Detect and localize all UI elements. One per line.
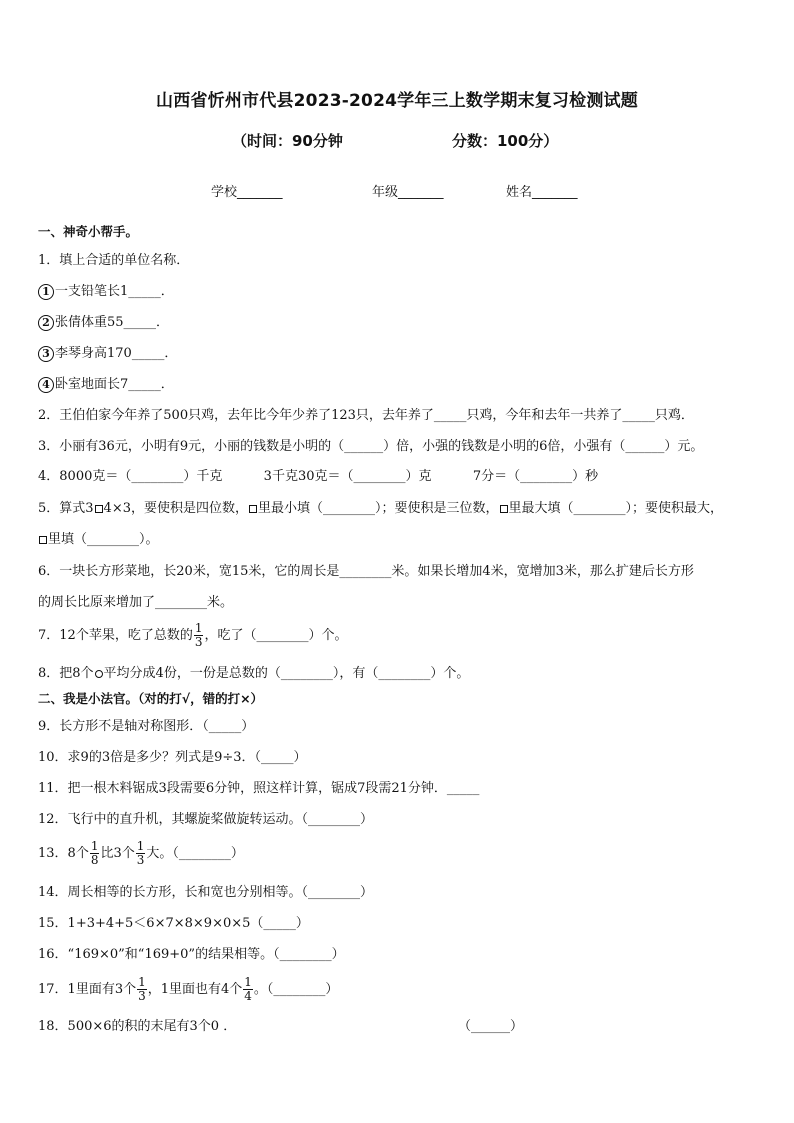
q5-text-d: 里最大填（________）；要使积最大， — [508, 501, 724, 516]
box-placeholder-icon — [500, 505, 508, 513]
fraction-one-quarter: $\frac{1}{4}$ — [244, 975, 252, 1003]
q13-text-b: 比3个 — [100, 846, 135, 861]
q8-text-b: 平均分成4份，一份是总数的（________），有（________）个。 — [103, 666, 470, 681]
item-text: 李琴身高170_____． — [55, 346, 178, 361]
question-1-item-2 — [38, 314, 169, 332]
fraction-one-third: $\frac{1}{3}$ — [194, 621, 203, 649]
question-9: 9．长方形不是轴对称图形．（_____） — [38, 719, 255, 734]
question-5-line-2 — [38, 531, 159, 549]
box-placeholder-icon — [39, 536, 47, 544]
fraction-one-third: $\frac{1}{3}$ — [136, 839, 145, 867]
circle-shape-icon — [95, 670, 103, 678]
question-18-answer-blank: （______） — [458, 1019, 524, 1034]
q5-text-e: 里填（________）。 — [48, 532, 159, 547]
fraction-one-eighth: $\frac{1}{8}$ — [90, 839, 99, 867]
circled-number: 2 — [38, 315, 54, 331]
circled-number: 3 — [38, 346, 54, 362]
fraction-one-third: $\frac{1}{3}$ — [138, 975, 146, 1003]
section-heading-2: 二、我是小法官。（对的打√，错的打×） — [38, 691, 264, 706]
box-placeholder-icon — [249, 505, 257, 513]
exam-score: 分数：100分） — [452, 132, 559, 150]
question-1-item-4 — [38, 376, 174, 394]
q7-text-b: ，吃了（________）个。 — [204, 628, 348, 643]
question-5-line-1 — [38, 500, 723, 518]
question-7 — [38, 622, 347, 649]
question-6-line-1: 6．一块长方形菜地，长20米，宽15米，它的周长是________米。如果长增加4米，宽增加3米，那么扩建后长方形 — [38, 564, 694, 579]
question-8 — [38, 665, 469, 683]
question-1: 1．填上合适的单位名称． — [38, 253, 190, 268]
q17-text-c: 。（________） — [253, 982, 339, 997]
question-15: 15．1+3+4+5＜6×7×8×9×0×5（_____） — [38, 916, 309, 931]
item-text: 卧室地面长7_____． — [55, 377, 174, 392]
question-4: 4．8000克＝（________）千克 3千克30克＝（________）克 7分＝（________）秒 — [38, 469, 599, 484]
circled-number: 1 — [38, 284, 54, 300]
page-title: 山西省忻州市代县2023-2024学年三上数学期末复习检测试题 — [156, 91, 638, 111]
school-field: 学校_______ — [211, 185, 283, 200]
circled-number: 4 — [38, 377, 54, 393]
question-13 — [38, 840, 244, 867]
question-1-item-3 — [38, 345, 177, 363]
q5-text-c: 里最小填（________）；要使积是三位数， — [257, 501, 499, 516]
question-6-line-2: 的周长比原来增加了________米。 — [38, 595, 234, 610]
q7-text-a: 7．12个苹果，吃了总数的 — [38, 628, 193, 643]
box-placeholder-icon — [95, 505, 103, 513]
section-heading-1: 一、神奇小帮手。 — [38, 224, 139, 239]
q13-text-c: 大。（________） — [146, 846, 244, 861]
question-17 — [38, 976, 338, 1003]
question-14: 14．周长相等的长方形，长和宽也分别相等。（________） — [38, 885, 374, 900]
q5-text-a: 5．算式3 — [38, 501, 94, 516]
question-10: 10．求9的3倍是多少？列式是9÷3．（_____） — [38, 750, 307, 765]
question-11: 11．把一根木料锯成3段需要6分钟，照这样计算，锯成7段需21分钟．_____ — [38, 781, 480, 796]
question-12: 12．飞行中的直升机，其螺旋桨做旋转运动。（________） — [38, 812, 374, 827]
q17-text-b: ，1里面也有4个 — [147, 982, 243, 997]
question-2: 2．王伯伯家今年养了500只鸡，去年比今年少养了123只，去年养了_____只鸡，今年和去年一共养了_____只鸡． — [38, 408, 694, 423]
q5-text-b: 4×3，要使积是四位数， — [103, 501, 248, 516]
item-text: 张倩体重55_____． — [55, 315, 170, 330]
question-3: 3．小丽有36元，小明有9元，小丽的钱数是小明的（______）倍，小强的钱数是小明的6倍，小强有（______）元。 — [38, 439, 704, 454]
name-field: 姓名_______ — [506, 185, 578, 200]
item-text: 一支铅笔长1_____． — [55, 284, 174, 299]
q13-text-a: 13．8个 — [38, 846, 89, 861]
grade-field: 年级_______ — [372, 185, 444, 200]
q8-text-a: 8．把8个 — [38, 666, 94, 681]
question-18: 18．500×6的积的末尾有3个0 ． — [38, 1019, 237, 1034]
exam-time: （时间：90分钟 — [232, 132, 343, 150]
q17-text-a: 17．1里面有3个 — [38, 982, 137, 997]
question-1-item-1 — [38, 283, 174, 301]
question-16: 16．“169×0”和“169+0”的结果相等。（________） — [38, 947, 345, 962]
